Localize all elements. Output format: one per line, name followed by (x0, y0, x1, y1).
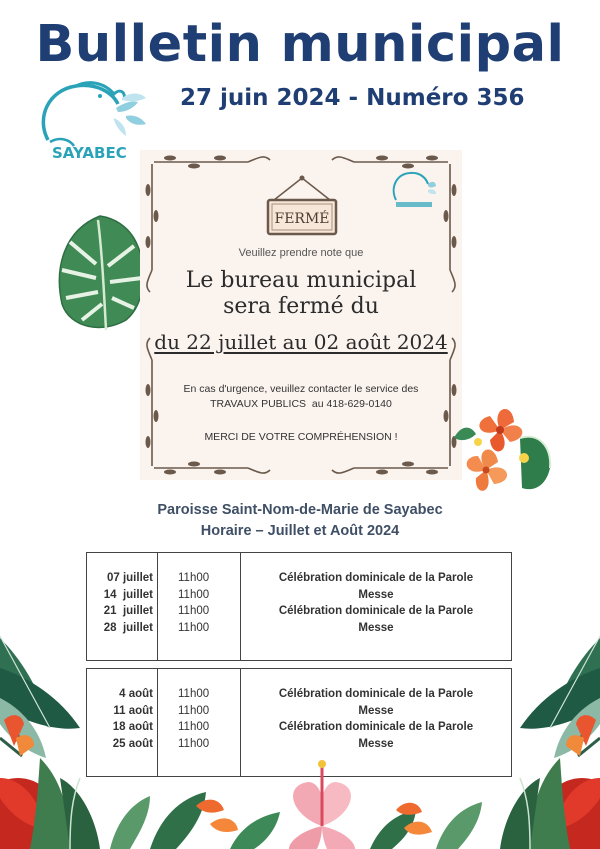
schedule-date: 28 juillet (103, 621, 153, 634)
august-events (241, 669, 512, 777)
schedule-date: 14 juillet (103, 588, 153, 601)
parish-name: Paroisse Saint-Nom-de-Marie de Sayabec (157, 502, 443, 518)
schedule-event: Messe (358, 588, 394, 601)
schedule-time: 11h00 (178, 605, 210, 617)
notice-headline (140, 268, 462, 320)
schedule-time: 11h00 (178, 721, 210, 733)
notice-headline-line1: Le bureau municipal (185, 268, 417, 293)
issue-date: 27 juin 2024 - Numéro 356 (180, 85, 525, 111)
sayabec-mini-logo (388, 170, 438, 212)
bulletin-title: Bulletin municipal (35, 15, 565, 74)
schedule-event: Messe (358, 737, 394, 750)
schedule-event: Célébration dominicale de la Parole (278, 572, 474, 584)
closed-sign-icon (262, 174, 342, 238)
schedule-time: 11h00 (178, 588, 210, 601)
notice-headline-line2: sera fermé du (223, 294, 379, 319)
schedule-event: Messe (358, 704, 394, 717)
mass-schedule-table (86, 552, 512, 777)
schedule-time: 11h00 (178, 572, 210, 584)
schedule-event: Célébration dominicale de la Parole (278, 605, 474, 617)
schedule-date: 4 août (119, 688, 153, 700)
schedule-time: 11h00 (178, 737, 210, 750)
monstera-leaf-decoration (52, 212, 148, 336)
july-events (241, 553, 512, 661)
closure-dates: du 22 juillet au 02 août 2024 (154, 330, 448, 354)
schedule-event: Célébration dominicale de la Parole (278, 721, 474, 733)
schedule-date: 21 juillet (103, 605, 153, 617)
emergency-line2: TRAVAUX PUBLICS au 418-629-0140 (210, 398, 392, 410)
august-times (158, 669, 241, 777)
schedule-title: Horaire – Juillet et Août 2024 (200, 523, 400, 539)
sayabec-logo (30, 78, 152, 168)
thanks-message: MERCI DE VOTRE COMPRÉHENSION ! (204, 431, 398, 443)
schedule-time: 11h00 (178, 621, 210, 634)
august-dates (87, 669, 158, 777)
schedule-date: 18 août (112, 721, 153, 733)
schedule-group-july (87, 553, 512, 661)
emergency-line1: En cas d'urgence, veuillez contacter le service des (183, 383, 419, 395)
closure-notice (140, 150, 462, 480)
closed-sign-text: FERMÉ (274, 211, 330, 227)
schedule-time: 11h00 (178, 688, 210, 700)
parish-heading (0, 500, 600, 542)
schedule-spacer (87, 661, 512, 669)
july-dates (87, 553, 158, 661)
schedule-date: 07 juillet (106, 572, 153, 584)
schedule-group-august (87, 669, 512, 777)
july-times (158, 553, 241, 661)
schedule-time: 11h00 (178, 704, 210, 717)
schedule-date: 11 août (113, 704, 153, 717)
schedule-date: 25 août (112, 737, 153, 750)
schedule-event: Célébration dominicale de la Parole (278, 688, 474, 700)
logo-text: SAYABEC (52, 144, 127, 162)
spacer-cell (87, 661, 512, 669)
emergency-contact (146, 382, 456, 412)
schedule-event: Messe (358, 621, 394, 634)
hibiscus-flower-decoration (450, 398, 554, 508)
notice-prompt: Veuillez prendre note que (238, 247, 364, 259)
